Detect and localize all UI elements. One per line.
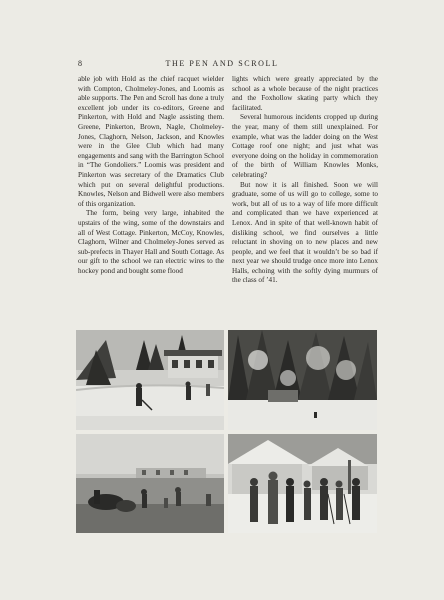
paragraph: But now it is all finished. Soon we will graduate, some of us will go to college, some to work, but all of us to a way of life more difficult and complicated than we have experienced at Lenox. And in spite of that well-known habit of disliking school, we find ourselves a little reluctant in shoving on to new places and new people, and we feel that it wouldn’t be so bad if next year we should trudge once more into Lenox Halls, echoing with the softly dying murmurs of the class of ’41. [232,180,378,285]
photo-grid [76,330,377,533]
photo-students-snow [228,434,377,533]
paragraph: lights which were greatly appreciated by the school as a whole because of the night practices and the Foxhollow skating party which they facilitated. [232,75,378,112]
photo-football-field [76,434,224,533]
running-head-title: THE PEN AND SCROLL [165,59,279,68]
paragraph: Several humorous incidents cropped up during the year, many of them still unexplained. For example, what was the ladder doing on the West Cottage roof one night; and just what was everyone doing on the holiday in commemoration of the birth of William Knowles Monks, celebrating? [232,113,378,179]
paragraph: able job with Hold as the chief racquet wielder with Compton, Cholmeley-Jones, and Loomis as able supports. The Pen and Scroll has done a truly excellent job under its co-editors, Greene and Pinkerton, with Hold and Nagle assisting them. Greene, Pinkerton, Brown, Nagle, Cholmeley-Jones, Claghorn, Nelson, Jackson, and Knowles were in the Glee Club which had many engagements and sang with the Barrington School in “The Gondoliers.” Loomis was president and Pinkerton was secretary of the Dramatics Club which put on several delightful productions. Knowles, Nelson and Bidwell were also members of this organization. [78,75,224,208]
photo-hockey-pond [76,330,224,430]
text-column-right [232,75,378,286]
text-column-left [78,75,224,276]
page-number: 8 [78,59,83,68]
paragraph: The form, being very large, inhabited the upstairs of the wing, some of the downstairs and all of West Cottage. Pinkerton, McCoy, Knowles, Claghorn, Wilner and Cholmeley-Jones served as sub-prefects in Thayer Hall and South Cottage. As our gift to the school we ran electric wires to the hockey pond and bought some flood [78,209,224,275]
photo-snowy-trees [228,330,377,430]
